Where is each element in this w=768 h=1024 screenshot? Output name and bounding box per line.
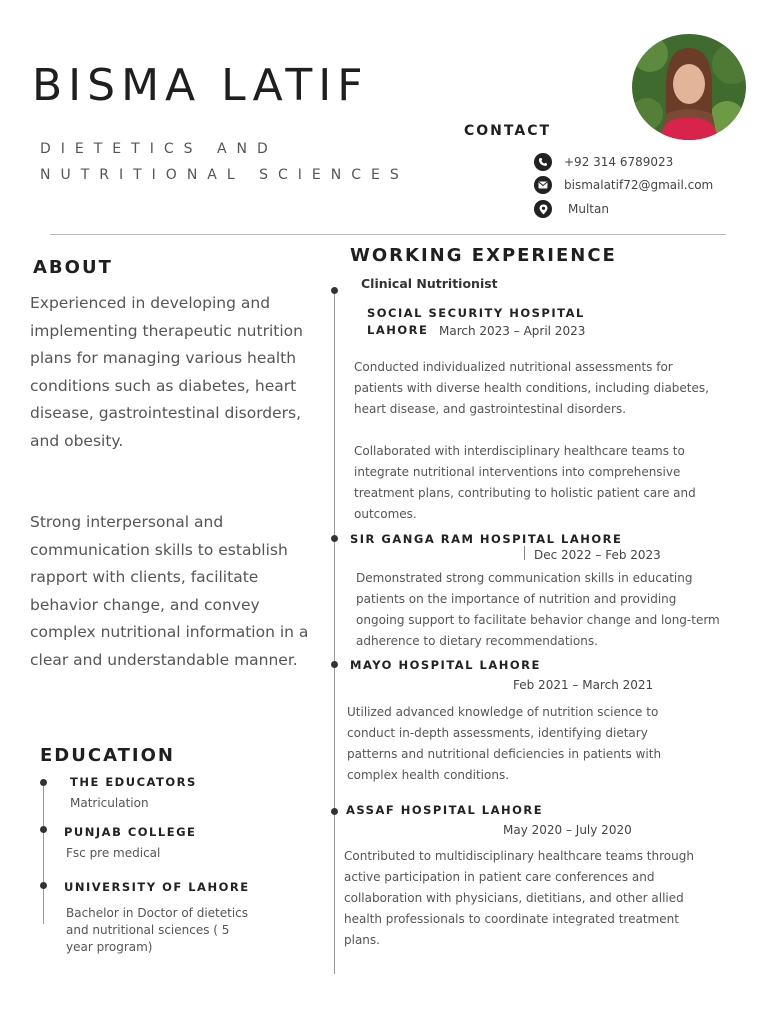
job-organization: SIR GANGA RAM HOSPITAL LAHORE xyxy=(350,532,623,546)
education-detail: Bachelor in Doctor of dietetics and nutritional sciences ( 5 year program) xyxy=(66,906,249,954)
education-school: PUNJAB COLLEGE xyxy=(64,825,197,839)
about-paragraph-2: Strong interpersonal and communication skills to establish rapport with clients, facilitate behavior change, and convey complex nutritional information in a clear and understandable manner. xyxy=(30,513,309,669)
job-organization: ASSAF HOSPITAL LAHORE xyxy=(346,803,544,817)
candidate-name: BISMA LATIF xyxy=(32,60,369,111)
timeline-dot xyxy=(40,779,47,786)
profile-photo xyxy=(632,34,746,140)
experience-timeline xyxy=(334,290,335,974)
job-date: May 2020 – July 2020 xyxy=(503,823,632,837)
job-description: Demonstrated strong communication skills in educating patients on the importance of nutrition and providing ongoing support to facilitate behavior change and long-term adherence to dietary recommendations. xyxy=(356,571,720,648)
contact-phone[interactable] xyxy=(534,152,673,172)
timeline-dot xyxy=(40,826,47,833)
job-description: Collaborated with interdisciplinary healthcare teams to integrate nutritional interventions into comprehensive treatment plans, contributing to holistic patient care and outcomes. xyxy=(354,444,696,521)
job-title-line1: DIETETICS AND xyxy=(40,141,278,157)
timeline-dot xyxy=(331,287,338,294)
job-description: Utilized advanced knowledge of nutrition science to conduct in-depth assessments, identifying dietary patterns and nutritional deficiencies in patients with complex health conditions. xyxy=(347,705,662,782)
header-divider xyxy=(50,234,726,235)
job-date: Feb 2021 – March 2021 xyxy=(513,678,654,692)
job-date: Dec 2022 – Feb 2023 xyxy=(534,548,661,562)
job-title xyxy=(40,136,409,188)
job-date: March 2023 – April 2023 xyxy=(439,324,586,338)
education-school: UNIVERSITY OF LAHORE xyxy=(64,880,250,894)
contact-heading: CONTACT xyxy=(464,123,552,139)
location-text: Multan xyxy=(568,202,609,216)
experience-heading: WORKING EXPERIENCE xyxy=(350,245,617,266)
job-description: Contributed to multidisciplinary healthcare teams through active participation in patient care conferences and collaboration with physicians, dietitians, and other allied health professionals to coordinate integrated treatment plans. xyxy=(344,849,694,947)
about-paragraph-1: Experienced in developing and implementing therapeutic nutrition plans for managing various health conditions such as diabetes, heart disease, gastrointestinal disorders, and obesity. xyxy=(30,294,303,450)
job-organization: SOCIAL SECURITY HOSPITAL xyxy=(367,306,585,320)
timeline-dot xyxy=(40,882,47,889)
date-separator xyxy=(524,546,525,560)
job-organization-line2: LAHORE xyxy=(367,323,429,337)
location-pin-icon xyxy=(534,200,552,218)
email-text: bismalatif72@gmail.com xyxy=(564,178,714,192)
education-heading: EDUCATION xyxy=(40,745,175,766)
about-heading: ABOUT xyxy=(33,257,113,278)
timeline-dot xyxy=(331,661,338,668)
timeline-dot xyxy=(331,535,338,542)
education-detail: Fsc pre medical xyxy=(66,846,161,860)
timeline-dot xyxy=(331,808,338,815)
job-description: Conducted individualized nutritional assessments for patients with diverse health conditions, including diabetes, heart disease, and gastrointestinal disorders. xyxy=(354,360,709,416)
job-role: Clinical Nutritionist xyxy=(361,276,498,291)
contact-location xyxy=(534,199,609,219)
phone-icon xyxy=(534,153,552,171)
education-timeline xyxy=(43,782,44,924)
mail-icon xyxy=(534,176,552,194)
education-detail: Matriculation xyxy=(70,796,149,810)
education-school: THE EDUCATORS xyxy=(70,775,197,789)
job-organization: MAYO HOSPITAL LAHORE xyxy=(350,658,541,672)
phone-text: +92 314 6789023 xyxy=(564,155,674,169)
contact-email[interactable] xyxy=(534,175,713,195)
job-title-line2: NUTRITIONAL SCIENCES xyxy=(40,167,409,183)
